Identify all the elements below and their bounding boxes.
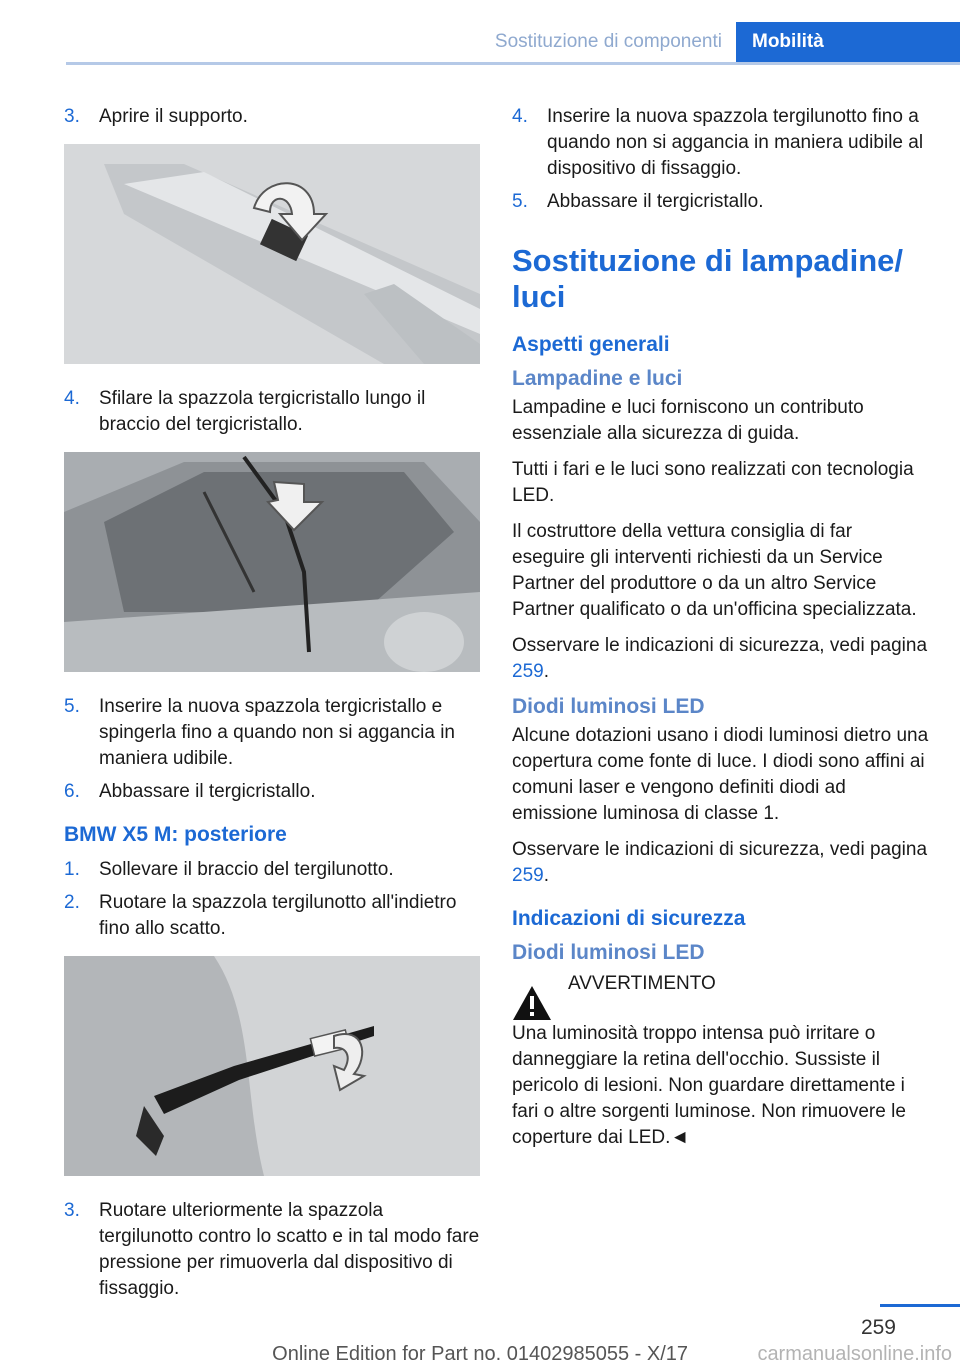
- step-item: [512, 104, 930, 182]
- section-heading: Aspetti generali: [512, 333, 670, 356]
- paragraph: Tutti i fari e le luci sono realizzati con tecnologia LED.: [512, 459, 914, 506]
- watermark: carmanualsonline.info: [757, 1343, 952, 1365]
- subsection-heading: Diodi luminosi LED: [512, 941, 705, 964]
- step-item: [64, 857, 482, 883]
- step-item: [64, 386, 482, 438]
- step-text: Ruotare la spazzola tergilunotto all'indietro fino allo scatto.: [99, 892, 457, 939]
- edition-text: Online Edition for Part no. 01402985055 - X/17: [272, 1343, 688, 1365]
- step-number: 3.: [64, 1200, 80, 1221]
- section-heading: Indicazioni di sicurezza: [512, 907, 746, 930]
- warning-block: [512, 971, 930, 1021]
- step-text: Sollevare il braccio del tergilunotto.: [99, 859, 394, 880]
- step-item: [64, 104, 482, 130]
- paragraph-text: Osservare le indicazioni di sicurezza, vedi pagina: [512, 839, 928, 860]
- warning-title: AVVERTIMENTO: [568, 973, 716, 994]
- wiper-holder-illustration: [64, 144, 480, 364]
- warning-text: Una luminosità troppo intensa può irritare o danneggiare la retina dell'occhio. Sussiste il pericolo di lesioni. Non guardare direttamente i fari o altre sorgenti luminose. Non rimuovere le coperture dai LED.◄: [512, 1023, 906, 1148]
- page-link[interactable]: 259: [512, 865, 544, 886]
- header-rule: [66, 62, 960, 65]
- step-number: 3.: [64, 106, 80, 127]
- step-text: Abbassare il tergicristallo.: [99, 781, 316, 802]
- section-heading: BMW X5 M: posteriore: [64, 823, 287, 846]
- paragraph: Alcune dotazioni usano i diodi luminosi dietro una copertura come fonte di luce. I diodi sono affini ai comuni laser e vengono definiti diodi ad emissione luminosa di classe 1.: [512, 725, 929, 824]
- page-header: [66, 22, 960, 62]
- rear-wiper-illustration: [64, 956, 480, 1176]
- step-text: Inserire la nuova spazzola tergicristallo e spingerla fino a quando non si aggancia in maniera udibile.: [99, 696, 455, 769]
- left-column: [64, 104, 482, 1309]
- edition-note: [272, 1343, 688, 1366]
- step-number: 4.: [64, 388, 80, 409]
- warning-triangle-icon: [512, 985, 552, 1021]
- step-text: Ruotare ulteriormente la spazzola tergilunotto contro lo scatto e in tal modo fare pressione per rimuoverla dal dispositivo di fissaggio.: [99, 1200, 480, 1299]
- page-link[interactable]: 259: [512, 661, 544, 682]
- windshield-wiper-illustration: [64, 452, 480, 672]
- step-number: 1.: [64, 859, 80, 880]
- step-item: [64, 694, 482, 772]
- step-item: [64, 890, 482, 942]
- step-item: [64, 779, 482, 805]
- page-number: 259: [860, 1316, 896, 1339]
- section-title: Sostituzione di componenti: [494, 31, 722, 52]
- step-text: Sfilare la spazzola tergicristallo lungo il braccio del tergicristallo.: [99, 388, 426, 435]
- footer-rule: [880, 1304, 960, 1307]
- step-item: [64, 1198, 482, 1302]
- subsection-heading: Lampadine e luci: [512, 367, 683, 390]
- paragraph-text: Osservare le indicazioni di sicurezza, vedi pagina: [512, 635, 928, 656]
- step-number: 2.: [64, 892, 80, 913]
- chapter-title: Sostituzione di lampadine/ luci: [512, 243, 903, 314]
- right-column: [512, 104, 930, 1151]
- step-item: [512, 189, 930, 215]
- step-text: Abbassare il tergicristallo.: [547, 191, 764, 212]
- step-number: 6.: [64, 781, 80, 802]
- step-text: Aprire il supporto.: [99, 106, 248, 127]
- paragraph: Osservare le indicazioni di sicurezza, vedi pagina 259.: [512, 635, 928, 682]
- step-number: 5.: [512, 191, 528, 212]
- paragraph: Osservare le indicazioni di sicurezza, vedi pagina 259.: [512, 839, 928, 886]
- step-text: Inserire la nuova spazzola tergilunotto fino a quando non si aggancia in maniera udibile al dispositivo di fissaggio.: [547, 106, 924, 179]
- step-number: 4.: [512, 106, 528, 127]
- paragraph: Lampadine e luci forniscono un contributo essenziale alla sicurezza di guida.: [512, 397, 864, 444]
- step-number: 5.: [64, 696, 80, 717]
- chapter-tab[interactable]: Mobilità: [736, 22, 960, 62]
- subsection-heading: Diodi luminosi LED: [512, 695, 705, 718]
- warning-content: [568, 971, 716, 1021]
- paragraph: Il costruttore della vettura consiglia di far eseguire gli interventi richiesti da un Service Partner del produttore o da un altro Service Partner qualificato o da un'officina specializzata.: [512, 521, 917, 620]
